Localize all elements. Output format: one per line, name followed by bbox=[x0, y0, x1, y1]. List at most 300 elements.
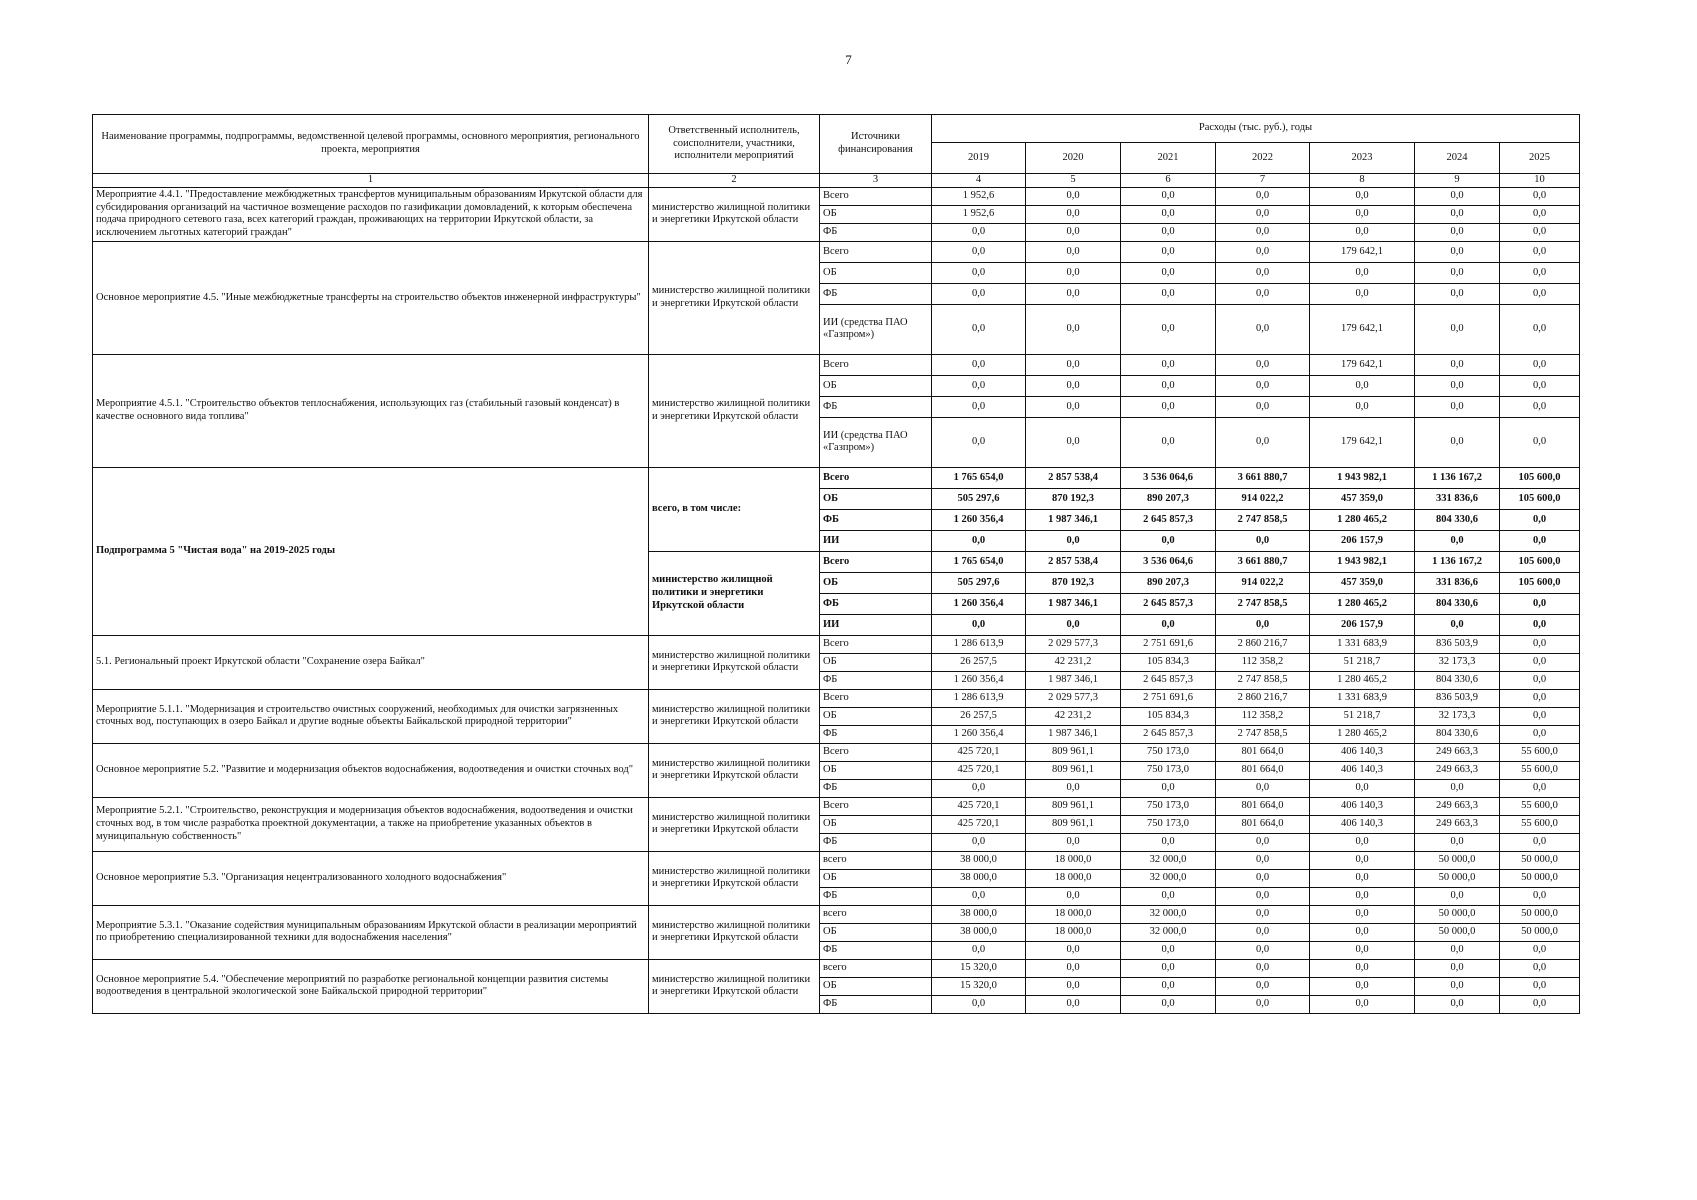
expense-value-cell: 0,0 bbox=[1415, 241, 1500, 262]
expense-value-cell: 0,0 bbox=[1415, 614, 1500, 635]
column-number: 7 bbox=[1216, 174, 1310, 188]
funding-source-cell: ФБ bbox=[820, 887, 932, 905]
program-name-cell: Подпрограмма 5 "Чистая вода" на 2019-2025 годы bbox=[93, 467, 649, 635]
expense-value-cell: 0,0 bbox=[1121, 833, 1216, 851]
expense-value-cell: 809 961,1 bbox=[1026, 797, 1121, 815]
expense-value-cell: 0,0 bbox=[1121, 959, 1216, 977]
expense-value-cell: 55 600,0 bbox=[1500, 815, 1580, 833]
year-header: 2019 bbox=[932, 143, 1026, 174]
executor-column-header: Ответственный исполнитель, соисполнители, участники, исполнители мероприятий bbox=[649, 115, 820, 174]
expense-value-cell: 0,0 bbox=[1310, 869, 1415, 887]
funding-source-cell: ФБ bbox=[820, 671, 932, 689]
year-header: 2021 bbox=[1121, 143, 1216, 174]
expense-value-cell: 2 857 538,4 bbox=[1026, 467, 1121, 488]
funding-source-cell: ФБ bbox=[820, 941, 932, 959]
expense-value-cell: 0,0 bbox=[1415, 187, 1500, 205]
funding-source-cell: ОБ bbox=[820, 205, 932, 223]
expense-value-cell: 0,0 bbox=[1500, 887, 1580, 905]
expense-value-cell: 0,0 bbox=[1216, 354, 1310, 375]
expense-value-cell: 0,0 bbox=[1216, 417, 1310, 467]
expense-value-cell: 0,0 bbox=[1026, 833, 1121, 851]
expense-value-cell: 890 207,3 bbox=[1121, 572, 1216, 593]
table-row bbox=[93, 797, 1580, 815]
executor-cell: министерство жилищной политики и энергетики Иркутской области bbox=[649, 241, 820, 354]
expense-value-cell: 2 747 858,5 bbox=[1216, 509, 1310, 530]
expense-value-cell: 0,0 bbox=[1310, 779, 1415, 797]
expense-value-cell: 18 000,0 bbox=[1026, 869, 1121, 887]
expense-value-cell: 0,0 bbox=[1216, 977, 1310, 995]
expense-value-cell: 1 260 356,4 bbox=[932, 509, 1026, 530]
expense-value-cell: 50 000,0 bbox=[1415, 923, 1500, 941]
table-row bbox=[93, 635, 1580, 653]
expense-value-cell: 50 000,0 bbox=[1415, 851, 1500, 869]
expense-value-cell: 18 000,0 bbox=[1026, 851, 1121, 869]
expense-value-cell: 0,0 bbox=[1216, 614, 1310, 635]
expense-value-cell: 0,0 bbox=[932, 887, 1026, 905]
expense-value-cell: 0,0 bbox=[1026, 205, 1121, 223]
expense-value-cell: 1 765 654,0 bbox=[932, 551, 1026, 572]
expense-value-cell: 0,0 bbox=[932, 396, 1026, 417]
expense-value-cell: 112 358,2 bbox=[1216, 707, 1310, 725]
column-number: 2 bbox=[649, 174, 820, 188]
expense-value-cell: 1 280 465,2 bbox=[1310, 725, 1415, 743]
expense-value-cell: 0,0 bbox=[1415, 304, 1500, 354]
expense-value-cell: 750 173,0 bbox=[1121, 797, 1216, 815]
expense-value-cell: 0,0 bbox=[1216, 283, 1310, 304]
expense-value-cell: 0,0 bbox=[1121, 304, 1216, 354]
expense-value-cell: 249 663,3 bbox=[1415, 815, 1500, 833]
expense-value-cell: 0,0 bbox=[932, 779, 1026, 797]
expense-value-cell: 0,0 bbox=[1310, 396, 1415, 417]
expense-value-cell: 50 000,0 bbox=[1500, 869, 1580, 887]
expense-value-cell: 18 000,0 bbox=[1026, 905, 1121, 923]
expense-value-cell: 1 260 356,4 bbox=[932, 593, 1026, 614]
expense-value-cell: 0,0 bbox=[1500, 635, 1580, 653]
expense-value-cell: 0,0 bbox=[1500, 187, 1580, 205]
table-row bbox=[93, 905, 1580, 923]
expense-value-cell: 0,0 bbox=[1026, 995, 1121, 1013]
expense-value-cell: 1 136 167,2 bbox=[1415, 467, 1500, 488]
expense-value-cell: 15 320,0 bbox=[932, 959, 1026, 977]
expense-value-cell: 0,0 bbox=[1216, 779, 1310, 797]
expense-value-cell: 0,0 bbox=[1216, 995, 1310, 1013]
funding-source-cell: ОБ bbox=[820, 572, 932, 593]
expense-value-cell: 0,0 bbox=[1121, 887, 1216, 905]
funding-source-cell: ОБ bbox=[820, 869, 932, 887]
expense-value-cell: 105 600,0 bbox=[1500, 551, 1580, 572]
expense-value-cell: 750 173,0 bbox=[1121, 743, 1216, 761]
funding-source-cell: Всего bbox=[820, 241, 932, 262]
expense-value-cell: 804 330,6 bbox=[1415, 671, 1500, 689]
funding-source-cell: ОБ bbox=[820, 977, 932, 995]
expense-value-cell: 0,0 bbox=[1026, 530, 1121, 551]
expense-value-cell: 0,0 bbox=[1121, 354, 1216, 375]
executor-cell: министерство жилищной политики и энергетики Иркутской области bbox=[649, 905, 820, 959]
funding-source-cell: ОБ bbox=[820, 923, 932, 941]
funding-source-cell: ОБ bbox=[820, 707, 932, 725]
expense-value-cell: 32 000,0 bbox=[1121, 869, 1216, 887]
expense-value-cell: 0,0 bbox=[1026, 223, 1121, 241]
expense-value-cell: 0,0 bbox=[932, 262, 1026, 283]
expense-value-cell: 750 173,0 bbox=[1121, 815, 1216, 833]
expense-value-cell: 249 663,3 bbox=[1415, 797, 1500, 815]
program-name-cell: Основное мероприятие 5.2. "Развитие и модернизация объектов водоснабжения, водоотведения и очистки сточных вод" bbox=[93, 743, 649, 797]
expense-value-cell: 0,0 bbox=[1121, 995, 1216, 1013]
year-header: 2020 bbox=[1026, 143, 1121, 174]
expense-value-cell: 804 330,6 bbox=[1415, 593, 1500, 614]
expense-value-cell: 1 952,6 bbox=[932, 205, 1026, 223]
expense-value-cell: 2 751 691,6 bbox=[1121, 635, 1216, 653]
expense-value-cell: 0,0 bbox=[1415, 417, 1500, 467]
expense-value-cell: 2 645 857,3 bbox=[1121, 671, 1216, 689]
expense-value-cell: 0,0 bbox=[1026, 941, 1121, 959]
year-header: 2024 bbox=[1415, 143, 1500, 174]
expense-value-cell: 0,0 bbox=[1310, 995, 1415, 1013]
expense-value-cell: 457 359,0 bbox=[1310, 488, 1415, 509]
expense-value-cell: 0,0 bbox=[1310, 941, 1415, 959]
funding-source-cell: всего bbox=[820, 959, 932, 977]
expense-value-cell: 2 029 577,3 bbox=[1026, 689, 1121, 707]
expense-value-cell: 0,0 bbox=[1310, 905, 1415, 923]
expense-value-cell: 3 661 880,7 bbox=[1216, 551, 1310, 572]
expense-value-cell: 0,0 bbox=[1500, 223, 1580, 241]
expense-value-cell: 112 358,2 bbox=[1216, 653, 1310, 671]
expense-value-cell: 425 720,1 bbox=[932, 815, 1026, 833]
expense-value-cell: 249 663,3 bbox=[1415, 761, 1500, 779]
program-name-cell: Основное мероприятие 4.5. "Иные межбюджетные трансферты на строительство объектов инженерной инфраструктуры" bbox=[93, 241, 649, 354]
executor-cell: министерство жилищной политики и энергетики Иркутской области bbox=[649, 354, 820, 467]
expense-value-cell: 0,0 bbox=[932, 995, 1026, 1013]
expense-value-cell: 0,0 bbox=[1121, 977, 1216, 995]
expense-value-cell: 0,0 bbox=[1415, 995, 1500, 1013]
expense-value-cell: 0,0 bbox=[1415, 959, 1500, 977]
funding-source-cell: ФБ bbox=[820, 995, 932, 1013]
expense-value-cell: 0,0 bbox=[1500, 375, 1580, 396]
expense-value-cell: 2 860 216,7 bbox=[1216, 689, 1310, 707]
table-row bbox=[93, 689, 1580, 707]
executor-cell: министерство жилищной политики и энергетики Иркутской области bbox=[649, 187, 820, 241]
expense-value-cell: 0,0 bbox=[1415, 833, 1500, 851]
expense-value-cell: 32 000,0 bbox=[1121, 851, 1216, 869]
expense-value-cell: 406 140,3 bbox=[1310, 797, 1415, 815]
expense-value-cell: 249 663,3 bbox=[1415, 743, 1500, 761]
executor-cell: министерство жилищной политики и энергетики Иркутской области bbox=[649, 959, 820, 1013]
expense-value-cell: 0,0 bbox=[1310, 977, 1415, 995]
expense-value-cell: 0,0 bbox=[1500, 283, 1580, 304]
expense-value-cell: 801 664,0 bbox=[1216, 743, 1310, 761]
expense-value-cell: 50 000,0 bbox=[1415, 905, 1500, 923]
program-name-cell: Мероприятие 5.1.1. "Модернизация и строительство очистных сооружений, необходимых для очистки загрязненных сточных вод, поступающих в озеро Байкал и другие водные объекты Байкальской природной территории" bbox=[93, 689, 649, 743]
expense-value-cell: 406 140,3 bbox=[1310, 743, 1415, 761]
expense-value-cell: 0,0 bbox=[932, 941, 1026, 959]
expense-value-cell: 0,0 bbox=[1310, 923, 1415, 941]
program-name-cell: Основное мероприятие 5.3. "Организация нецентрализованного холодного водоснабжения" bbox=[93, 851, 649, 905]
expense-value-cell: 0,0 bbox=[1216, 396, 1310, 417]
expense-value-cell: 0,0 bbox=[1415, 283, 1500, 304]
expense-value-cell: 0,0 bbox=[932, 283, 1026, 304]
expense-value-cell: 0,0 bbox=[932, 354, 1026, 375]
funding-source-cell: ОБ bbox=[820, 488, 932, 509]
expense-value-cell: 0,0 bbox=[1026, 241, 1121, 262]
expense-value-cell: 0,0 bbox=[1310, 375, 1415, 396]
expense-value-cell: 406 140,3 bbox=[1310, 815, 1415, 833]
expense-value-cell: 206 157,9 bbox=[1310, 614, 1415, 635]
expense-value-cell: 1 943 982,1 bbox=[1310, 551, 1415, 572]
expense-value-cell: 0,0 bbox=[1500, 833, 1580, 851]
expense-value-cell: 42 231,2 bbox=[1026, 653, 1121, 671]
program-name-cell: 5.1. Региональный проект Иркутской области "Сохранение озера Байкал" bbox=[93, 635, 649, 689]
expense-value-cell: 2 860 216,7 bbox=[1216, 635, 1310, 653]
expense-value-cell: 406 140,3 bbox=[1310, 761, 1415, 779]
column-number: 1 bbox=[93, 174, 649, 188]
funding-source-cell: ФБ bbox=[820, 779, 932, 797]
expense-value-cell: 38 000,0 bbox=[932, 923, 1026, 941]
expense-value-cell: 914 022,2 bbox=[1216, 488, 1310, 509]
expense-value-cell: 26 257,5 bbox=[932, 707, 1026, 725]
table-row bbox=[93, 959, 1580, 977]
expense-value-cell: 0,0 bbox=[1216, 241, 1310, 262]
expense-value-cell: 2 029 577,3 bbox=[1026, 635, 1121, 653]
expense-value-cell: 0,0 bbox=[1500, 941, 1580, 959]
funding-source-cell: Всего bbox=[820, 743, 932, 761]
expense-value-cell: 0,0 bbox=[1121, 262, 1216, 283]
expense-value-cell: 0,0 bbox=[1121, 241, 1216, 262]
expense-value-cell: 55 600,0 bbox=[1500, 761, 1580, 779]
expense-value-cell: 55 600,0 bbox=[1500, 797, 1580, 815]
expense-value-cell: 425 720,1 bbox=[932, 743, 1026, 761]
expense-value-cell: 38 000,0 bbox=[932, 869, 1026, 887]
expense-value-cell: 0,0 bbox=[1216, 262, 1310, 283]
expense-value-cell: 32 000,0 bbox=[1121, 923, 1216, 941]
expense-value-cell: 0,0 bbox=[1500, 653, 1580, 671]
expense-value-cell: 425 720,1 bbox=[932, 797, 1026, 815]
expense-value-cell: 0,0 bbox=[1310, 187, 1415, 205]
expense-value-cell: 2 747 858,5 bbox=[1216, 671, 1310, 689]
funding-source-cell: Всего bbox=[820, 551, 932, 572]
expense-value-cell: 0,0 bbox=[1310, 959, 1415, 977]
expense-value-cell: 0,0 bbox=[1026, 396, 1121, 417]
expense-value-cell: 0,0 bbox=[1026, 614, 1121, 635]
expense-value-cell: 0,0 bbox=[1310, 223, 1415, 241]
expense-value-cell: 0,0 bbox=[932, 417, 1026, 467]
expense-value-cell: 1 987 346,1 bbox=[1026, 725, 1121, 743]
expense-value-cell: 105 600,0 bbox=[1500, 488, 1580, 509]
expense-value-cell: 0,0 bbox=[932, 304, 1026, 354]
expense-value-cell: 0,0 bbox=[1216, 375, 1310, 396]
funding-source-cell: Всего bbox=[820, 635, 932, 653]
expense-value-cell: 0,0 bbox=[1310, 851, 1415, 869]
expense-value-cell: 0,0 bbox=[1026, 375, 1121, 396]
column-number: 4 bbox=[932, 174, 1026, 188]
expense-value-cell: 0,0 bbox=[1026, 887, 1121, 905]
expense-value-cell: 0,0 bbox=[1500, 205, 1580, 223]
expense-value-cell: 1 260 356,4 bbox=[932, 725, 1026, 743]
expense-value-cell: 206 157,9 bbox=[1310, 530, 1415, 551]
column-number: 9 bbox=[1415, 174, 1500, 188]
budget-table bbox=[92, 114, 1580, 1014]
expense-value-cell: 1 943 982,1 bbox=[1310, 467, 1415, 488]
expense-value-cell: 0,0 bbox=[1026, 187, 1121, 205]
funding-source-cell: ФБ bbox=[820, 593, 932, 614]
expense-value-cell: 0,0 bbox=[1216, 905, 1310, 923]
funding-source-cell: ФБ bbox=[820, 223, 932, 241]
expense-value-cell: 32 000,0 bbox=[1121, 905, 1216, 923]
expense-value-cell: 0,0 bbox=[932, 614, 1026, 635]
column-number: 5 bbox=[1026, 174, 1121, 188]
table-row bbox=[93, 187, 1580, 205]
expense-value-cell: 179 642,1 bbox=[1310, 304, 1415, 354]
expense-value-cell: 1 987 346,1 bbox=[1026, 509, 1121, 530]
funding-source-cell: всего bbox=[820, 851, 932, 869]
executor-cell: министерство жилищной политики и энергетики Иркутской области bbox=[649, 635, 820, 689]
program-name-cell: Мероприятие 4.4.1. "Предоставление межбюджетных трансфертов муниципальным образованиям Иркутской области для субсидирования организаций на частичное возмещение расходов по газификации домовладений, к которым обеспечена подача природного сетевого газа, всех категорий граждан, проживающих на территории Иркутской области, за исключением льготных категорий граждан" bbox=[93, 187, 649, 241]
expense-value-cell: 0,0 bbox=[1415, 977, 1500, 995]
expense-value-cell: 331 836,6 bbox=[1415, 488, 1500, 509]
expense-value-cell: 1 987 346,1 bbox=[1026, 593, 1121, 614]
expense-value-cell: 0,0 bbox=[1216, 959, 1310, 977]
expense-value-cell: 1 286 613,9 bbox=[932, 635, 1026, 653]
expense-value-cell: 0,0 bbox=[1216, 851, 1310, 869]
expense-value-cell: 0,0 bbox=[1500, 671, 1580, 689]
expense-value-cell: 51 218,7 bbox=[1310, 653, 1415, 671]
expense-value-cell: 0,0 bbox=[1216, 304, 1310, 354]
expense-value-cell: 0,0 bbox=[1415, 779, 1500, 797]
funding-source-cell: ОБ bbox=[820, 375, 932, 396]
expense-value-cell: 801 664,0 bbox=[1216, 761, 1310, 779]
expense-value-cell: 0,0 bbox=[1500, 977, 1580, 995]
expense-value-cell: 505 297,6 bbox=[932, 488, 1026, 509]
expense-value-cell: 42 231,2 bbox=[1026, 707, 1121, 725]
expense-value-cell: 0,0 bbox=[1216, 833, 1310, 851]
expense-value-cell: 0,0 bbox=[1415, 396, 1500, 417]
executor-cell: министерство жилищной политики и энергетики Иркутской области bbox=[649, 851, 820, 905]
expense-value-cell: 804 330,6 bbox=[1415, 509, 1500, 530]
expense-value-cell: 0,0 bbox=[1500, 262, 1580, 283]
expense-value-cell: 26 257,5 bbox=[932, 653, 1026, 671]
expense-value-cell: 50 000,0 bbox=[1500, 923, 1580, 941]
funding-source-cell: Всего bbox=[820, 467, 932, 488]
expense-value-cell: 1 331 683,9 bbox=[1310, 689, 1415, 707]
funding-source-cell: ИИ (средства ПАО «Газпром») bbox=[820, 304, 932, 354]
expense-value-cell: 0,0 bbox=[1216, 887, 1310, 905]
expense-value-cell: 425 720,1 bbox=[932, 761, 1026, 779]
expense-value-cell: 0,0 bbox=[932, 833, 1026, 851]
expense-value-cell: 2 645 857,3 bbox=[1121, 509, 1216, 530]
expense-value-cell: 0,0 bbox=[1500, 959, 1580, 977]
expense-value-cell: 0,0 bbox=[1310, 205, 1415, 223]
expense-value-cell: 51 218,7 bbox=[1310, 707, 1415, 725]
expense-value-cell: 1 331 683,9 bbox=[1310, 635, 1415, 653]
expense-value-cell: 0,0 bbox=[1216, 530, 1310, 551]
expense-value-cell: 0,0 bbox=[1121, 283, 1216, 304]
expense-value-cell: 50 000,0 bbox=[1415, 869, 1500, 887]
expense-value-cell: 0,0 bbox=[1500, 779, 1580, 797]
expense-value-cell: 2 645 857,3 bbox=[1121, 725, 1216, 743]
column-number: 8 bbox=[1310, 174, 1415, 188]
expense-value-cell: 0,0 bbox=[1216, 869, 1310, 887]
expense-value-cell: 0,0 bbox=[1026, 779, 1121, 797]
expense-value-cell: 836 503,9 bbox=[1415, 635, 1500, 653]
expense-value-cell: 0,0 bbox=[1026, 283, 1121, 304]
funding-source-cell: ФБ bbox=[820, 725, 932, 743]
name-column-header: Наименование программы, подпрограммы, ведомственной целевой программы, основного мероприятия, регионального проекта, мероприятия bbox=[93, 115, 649, 174]
expense-value-cell: 0,0 bbox=[1500, 530, 1580, 551]
column-number: 10 bbox=[1500, 174, 1580, 188]
expense-value-cell: 0,0 bbox=[1310, 262, 1415, 283]
expense-value-cell: 179 642,1 bbox=[1310, 417, 1415, 467]
expense-value-cell: 0,0 bbox=[1415, 887, 1500, 905]
table-row bbox=[93, 467, 1580, 488]
expense-value-cell: 0,0 bbox=[1415, 375, 1500, 396]
program-name-cell: Основное мероприятие 5.4. "Обеспечение мероприятий по разработке региональной концепции развития системы водоотведения в центральной экологической зоне Байкальской природной территории" bbox=[93, 959, 649, 1013]
expense-value-cell: 0,0 bbox=[1500, 241, 1580, 262]
expense-value-cell: 1 280 465,2 bbox=[1310, 509, 1415, 530]
year-header: 2022 bbox=[1216, 143, 1310, 174]
expense-value-cell: 2 747 858,5 bbox=[1216, 725, 1310, 743]
expense-value-cell: 2 747 858,5 bbox=[1216, 593, 1310, 614]
funding-source-cell: ОБ bbox=[820, 262, 932, 283]
expense-value-cell: 0,0 bbox=[1121, 417, 1216, 467]
expense-value-cell: 1 952,6 bbox=[932, 187, 1026, 205]
expense-value-cell: 15 320,0 bbox=[932, 977, 1026, 995]
expense-value-cell: 0,0 bbox=[1026, 977, 1121, 995]
page-number: 7 bbox=[845, 52, 852, 67]
expense-value-cell: 0,0 bbox=[1026, 354, 1121, 375]
expense-value-cell: 0,0 bbox=[1121, 396, 1216, 417]
funding-source-cell: Всего bbox=[820, 797, 932, 815]
funding-source-cell: Всего bbox=[820, 354, 932, 375]
expense-value-cell: 0,0 bbox=[1500, 995, 1580, 1013]
expense-value-cell: 50 000,0 bbox=[1500, 905, 1580, 923]
expense-value-cell: 809 961,1 bbox=[1026, 743, 1121, 761]
source-column-header: Источники финансирования bbox=[820, 115, 932, 174]
expense-value-cell: 38 000,0 bbox=[932, 905, 1026, 923]
expense-value-cell: 0,0 bbox=[1121, 223, 1216, 241]
expense-value-cell: 3 536 064,6 bbox=[1121, 467, 1216, 488]
expense-value-cell: 1 280 465,2 bbox=[1310, 671, 1415, 689]
expense-value-cell: 38 000,0 bbox=[932, 851, 1026, 869]
expense-value-cell: 0,0 bbox=[1216, 205, 1310, 223]
expense-value-cell: 0,0 bbox=[1500, 396, 1580, 417]
expense-value-cell: 0,0 bbox=[1415, 262, 1500, 283]
expense-value-cell: 0,0 bbox=[1216, 187, 1310, 205]
expense-value-cell: 0,0 bbox=[932, 530, 1026, 551]
table-row bbox=[93, 851, 1580, 869]
expense-value-cell: 809 961,1 bbox=[1026, 761, 1121, 779]
program-name-cell: Мероприятие 5.3.1. "Оказание содействия муниципальным образованиям Иркутской области в реализации мероприятий по приобретению специализированной техники для водоснабжения населения" bbox=[93, 905, 649, 959]
program-name-cell: Мероприятие 5.2.1. "Строительство, реконструкция и модернизация объектов водоснабжения, водоотведения и очистки сточных вод, в том числе разработка проектной документации, а также на приобретение указанных объектов в муниципальную собственность" bbox=[93, 797, 649, 851]
column-number: 3 bbox=[820, 174, 932, 188]
expense-value-cell: 32 173,3 bbox=[1415, 707, 1500, 725]
expense-value-cell: 0,0 bbox=[1121, 941, 1216, 959]
table-row bbox=[93, 354, 1580, 375]
expense-value-cell: 0,0 bbox=[1500, 593, 1580, 614]
executor-cell: министерство жилищной политики и энергетики Иркутской области bbox=[649, 689, 820, 743]
program-name-cell: Мероприятие 4.5.1. "Строительство объектов теплоснабжения, использующих газ (стабильный газовый конденсат) в качестве основного вида топлива" bbox=[93, 354, 649, 467]
expense-value-cell: 1 987 346,1 bbox=[1026, 671, 1121, 689]
expense-value-cell: 50 000,0 bbox=[1500, 851, 1580, 869]
funding-source-cell: ФБ bbox=[820, 396, 932, 417]
expense-value-cell: 457 359,0 bbox=[1310, 572, 1415, 593]
expenses-column-header: Расходы (тыс. руб.), годы bbox=[932, 115, 1580, 143]
funding-source-cell: ФБ bbox=[820, 833, 932, 851]
funding-source-cell: ОБ bbox=[820, 761, 932, 779]
expense-value-cell: 0,0 bbox=[1500, 725, 1580, 743]
expense-value-cell: 0,0 bbox=[1415, 205, 1500, 223]
expense-value-cell: 0,0 bbox=[1500, 354, 1580, 375]
funding-source-cell: ФБ bbox=[820, 509, 932, 530]
expense-value-cell: 0,0 bbox=[1500, 614, 1580, 635]
